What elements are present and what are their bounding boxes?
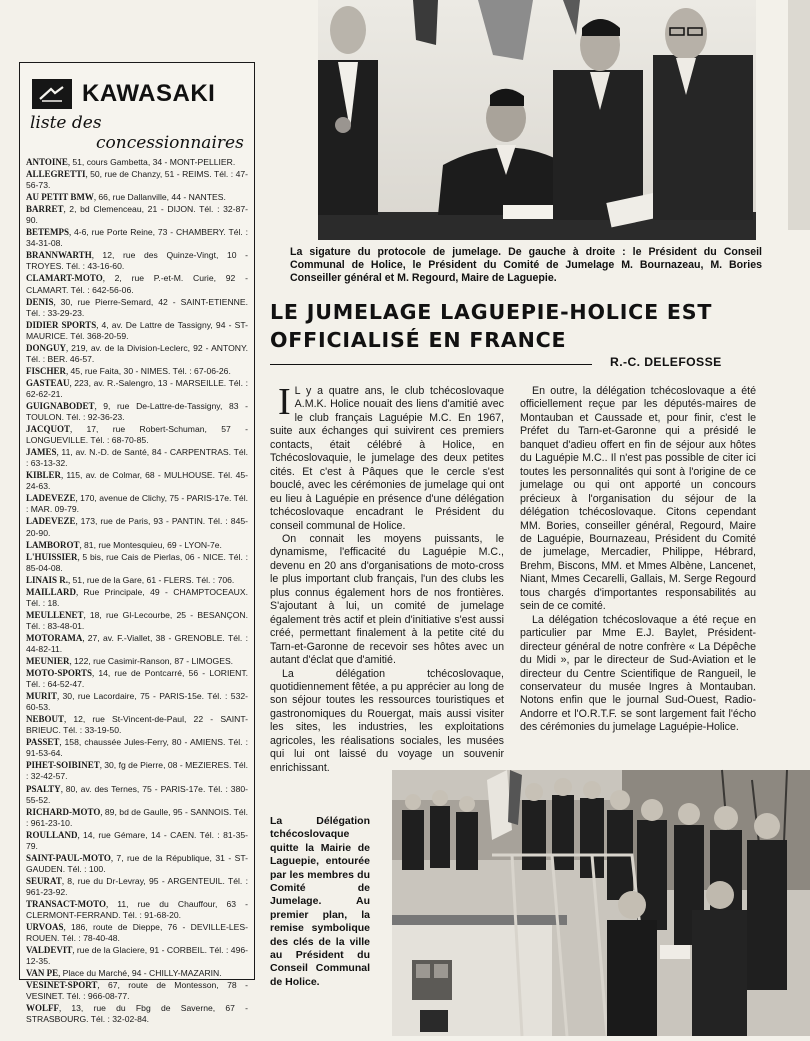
dealer-entry <box>26 784 248 806</box>
dealer-entry <box>26 401 248 423</box>
dealer-name: LADEVEZE , <box>26 493 80 503</box>
dealer-entry <box>26 610 248 632</box>
list-title-line-1: liste des <box>30 113 102 133</box>
dealer-name: AU PETIT BMW , <box>26 192 98 202</box>
dealer-entry <box>26 297 248 319</box>
dealer-list <box>26 157 248 1026</box>
dealer-address: 18, rue Gl-Lecourbe, 25 - BESANÇON. Tél. : 83-48-01. <box>26 609 248 631</box>
dealer-address: 51, rue de la Gare, 61 - FLERS. Tél. : 706. <box>72 574 235 585</box>
dealer-address: 7, rue de la République, 31 - ST-GAUDEN. Tél. : 100. <box>26 852 248 874</box>
article-column-2 <box>520 385 756 735</box>
dealer-name: VALDEVIT , <box>26 945 77 955</box>
dealer-entry <box>26 633 248 655</box>
dealer-name: VAN PE , <box>26 968 63 978</box>
article-headline <box>270 298 754 354</box>
dealer-name: ALLEGRETTI , <box>26 169 90 179</box>
dealer-address: 17, rue Robert-Schuman, 57 - LONGUEVILLE. Tél. : 68-70-85. <box>26 424 249 446</box>
dealer-address: 8, rue du Dr-Levray, 95 - ARGENTEUIL. Tél. : 961-23-92. <box>26 875 248 897</box>
dealer-address: 122, rue Casimir-Ranson, 87 - LIMOGES. <box>74 656 234 667</box>
bottom-photo-caption: La Délégation tchécoslovaque quitte la Mairie de Laguepie, entourée par les membres du Comité de Jumelage. Au premier plan, la remise symbolique des clés de la ville au Président du Conseil Communal de Holice. <box>270 815 370 988</box>
dealer-address: 11, rue du Chauffour, 63 - CLERMONT-FERRAND. Tél. : 91-68-20. <box>26 899 249 921</box>
dealer-address: 11, av. N.-D. de Santé, 84 - CARPENTRAS. Tél. : 63-13-32. <box>26 447 249 469</box>
dealer-entry <box>26 668 248 690</box>
dealer-name: ANTOINE , <box>26 157 72 167</box>
dealer-name: PIHET-SOIBINET , <box>26 760 104 770</box>
dealer-address: 158, chaussée Jules-Ferry, 80 - AMIENS. Tél. : 91-53-64. <box>26 737 248 759</box>
byline-rule <box>270 364 592 365</box>
dealer-address: 27, av. F.-Viallet, 38 - GRENOBLE. Tél. : 44-82-11. <box>26 632 248 654</box>
dealer-address: 115, av. de Colmar, 68 - MULHOUSE. Tél. 45-24-63. <box>26 470 249 492</box>
dealer-entry <box>26 807 248 829</box>
dealer-address: 50, rue de Chanzy, 51 - REIMS. Tél. : 47-56-73. <box>26 169 249 191</box>
article-paragraph-5: La délégation tchécoslovaque a été reçue en particulier par Mme E.J. Baylet, Président-directeur général de notre confrère « La Dépêche du Midi », par le directeur de Sud-Aviation et le directeur du Centre Scientifique de Rangueil, le conservateur du musée Ingres à Montauban. Notons enfin que le journal Sud-Ouest, Radio-Andorre et l'O.R.T.F. se sont largement fait l'écho des cérémonies du jumelage Laguépie-Holice. <box>520 613 756 734</box>
dealer-name: NEBOUT , <box>26 714 73 724</box>
dealer-name: URVOAS , <box>26 922 71 932</box>
dealer-name: JAMES , <box>26 447 61 457</box>
brand-row <box>32 79 248 109</box>
dealer-name: L'HUISSIER , <box>26 552 82 562</box>
dealer-entry <box>26 922 248 944</box>
dealer-name: ROULLAND , <box>26 830 83 840</box>
article-paragraph-2: On connait les moyens puissants, le dynamisme, l'efficacité du Laguépie M.C., devenu en 20 ans d'organisations de moto-cross le plus important club français, l'un des clubs les plus connus également hors de nos frontières. S'ajoutant à lui, un comité de jumelage également très actif et plein d'initiative s'est aussi créé, permettant finalement à la petite cité du Tarn-et-Garonne de recevoir ses hôtes avec un autant d'éclat que d'amitié. <box>270 532 504 667</box>
dealer-entry <box>26 424 248 446</box>
dealer-entry <box>26 343 248 365</box>
dealer-entry <box>26 157 248 168</box>
dealer-name: DENIS , <box>26 297 61 307</box>
dealer-name: MEUNIER , <box>26 656 74 666</box>
dealer-entry <box>26 447 248 469</box>
dealer-name: DONGUY , <box>26 343 71 353</box>
dealer-entry <box>26 204 248 226</box>
dealer-address: 223, av. R.-Salengro, 13 - MARSEILLE. Tél. : 62-62-21. <box>26 377 248 399</box>
dealer-entry <box>26 192 248 203</box>
dealer-entry <box>26 899 248 921</box>
dealer-name: DIDIER SPORTS , <box>26 320 101 330</box>
dealer-name: SAINT-PAUL-MOTO , <box>26 853 116 863</box>
dealer-name: FISCHER , <box>26 366 71 376</box>
dealer-address: 2, rue P.-et-M. Curie, 92 - CLAMART. Tél. : 642-56-06. <box>26 273 249 295</box>
dealer-name: JACQUOT , <box>26 424 86 434</box>
dealer-entry <box>26 760 248 782</box>
dealer-name: TRANSACT-MOTO , <box>26 899 117 909</box>
byline: R.-C. DELEFOSSE <box>610 355 722 369</box>
dealer-name: MAILLARD , <box>26 587 83 597</box>
dealer-address: rue de la Glaciere, 91 - CORBEIL. Tél. : 496-12-35. <box>26 945 248 967</box>
dealer-name: CLAMART-MOTO , <box>26 273 115 283</box>
dealer-name: MOTORAMA , <box>26 633 88 643</box>
dealer-entry <box>26 714 248 736</box>
dealer-address: 219, av. de la Division-Leclerc, 92 - ANTONY. Tél. : BER. 46-57. <box>26 342 249 364</box>
dealer-name: PSALTY , <box>26 784 66 794</box>
dealer-name: PASSET , <box>26 737 65 747</box>
dealer-entry <box>26 968 248 979</box>
dealer-address: 14, rue de Pontcarré, 56 - LORIENT. Tél. : 64-52-47. <box>26 668 248 690</box>
dealer-address: 5 bis, rue Cais de Pierlas, 06 - NICE. Tél. : 85-04-08. <box>26 551 248 573</box>
dealer-address: 51, cours Gambetta, 34 - MONT-PELLIER. <box>72 157 236 167</box>
dealer-name: MOTO-SPORTS , <box>26 668 98 678</box>
dealer-address: 30, rue Lacordaire, 75 - PARIS-15e. Tél. : 532-60-53. <box>26 691 248 713</box>
dealer-address: 170, avenue de Clichy, 75 - PARIS-17e. Tél. : MAR. 09-79. <box>26 493 249 515</box>
brand-name: KAWASAKI <box>82 80 216 107</box>
dealer-entry <box>26 853 248 875</box>
dealer-entry <box>26 250 248 272</box>
dealer-address: 66, rue Dallanville, 44 - NANTES. <box>98 192 226 203</box>
dealer-name: LADEVEZE , <box>26 516 81 526</box>
dealer-address: 4-6, rue Porte Reine, 73 - CHAMBERY. Tél. : 34-31-08. <box>26 227 249 249</box>
dealer-name: BRANNWARTH , <box>26 250 102 260</box>
dealer-address: 80, av. des Ternes, 75 - PARIS-17e. Tél. : 380-55-52. <box>26 783 249 805</box>
dealer-name: MEULLENET , <box>26 610 90 620</box>
dealer-entry <box>26 1003 248 1025</box>
dealer-name: MURIT , <box>26 691 63 701</box>
dealer-entry <box>26 830 248 852</box>
dealer-address: 14, rue Gémare, 14 - CAEN. Tél. : 81-35-79. <box>26 829 248 851</box>
dealer-entry <box>26 273 248 295</box>
dealer-address: 30, rue Pierre-Semard, 42 - SAINT-ETIENNE. Tél. : 33-29-23. <box>26 296 248 318</box>
dealer-address: 89, bd de Gaulle, 95 - SANNOIS. Tél. : 961-23-10. <box>26 806 248 828</box>
dealer-address: 81, rue Montesquieu, 69 - LYON-7e. <box>84 539 222 550</box>
dealer-entry <box>26 540 248 551</box>
dealer-list-box <box>19 62 255 1025</box>
dealer-address: 2, bd Clemenceau, 21 - DIJON. Tél. : 32-87-90. <box>26 204 248 226</box>
dealer-name: BETEMPS , <box>26 227 74 237</box>
delegation-group-photo <box>392 770 810 1036</box>
dealer-address: 9, rue De-Lattre-de-Tassigny, 83 - TOULON. Tél. : 92-36-23. <box>26 400 248 423</box>
dealer-name: GUIGNABODET , <box>26 401 103 411</box>
dealer-address: 30, fg de Pierre, 08 - MEZIERES. Tél. : 32-42-57. <box>26 760 249 782</box>
dealer-name: GASTEAU , <box>26 378 74 388</box>
dealer-entry <box>26 366 248 377</box>
dealer-name: VESINET-SPORT , <box>26 980 108 990</box>
dealer-entry <box>26 320 248 342</box>
dealer-name: RICHARD-MOTO , <box>26 807 105 817</box>
dealer-name: KIBLER , <box>26 470 66 480</box>
dealer-entry <box>26 945 248 967</box>
dealer-address: 45, rue Faita, 30 - NIMES. Tél. : 67-06-26. <box>70 365 231 376</box>
dealer-address: 13, rue du Fbg de Saverne, 67 - STRASBOURG. Tél. : 32-02-84. <box>26 1003 249 1025</box>
article-paragraph-4: En outre, la délégation tchécoslovaque a été officiellement reçue par les députés-maires de Montauban et Caussade et, pour finir, c'est le Préfet du Tarn-et-Garonne qui a présidé le banquet d'adieu offert en fin de séjour aux hôtes du Laguépie M.C.. Il n'est pas possible de citer ici toutes les personnalités qui sont à l'origine de ce jumelage ou qui ont apporté un concours précieux à l'organisation du séjour de la délégation tchécoslovaque. Citons cependant MM. Bories, conseiller général, Regourd, Maire de Laguépie, Bournazeau, Président du Comité de jumelage, Mercadier, Philippe, Hébrard, Brehm, Biscons, MM. et Mmes Albène, Lancenet, Niant, Mmes Cecarelli, Gallais, M. Serge Regourd tous chargés d'importantes responsabilités au sein de ce comité. <box>520 385 756 613</box>
dealer-entry <box>26 493 248 515</box>
article-column-1 <box>270 381 504 775</box>
dealer-entry <box>26 876 248 898</box>
dealer-entry <box>26 980 248 1002</box>
dealer-address: Rue Principale, 49 - CHAMPTOCEAUX. Tél. : 18. <box>26 586 249 608</box>
list-title-line-2: concessionnaires <box>96 133 244 153</box>
dealer-entry <box>26 470 248 492</box>
dealer-entry <box>26 516 248 538</box>
dealer-address: 173, rue de Paris, 93 - PANTIN. Tél. : 845-20-90. <box>26 516 248 538</box>
dealer-entry <box>26 691 248 713</box>
dealer-entry <box>26 552 248 574</box>
kawasaki-logo-icon <box>32 79 72 109</box>
dealer-entry <box>26 737 248 759</box>
dealer-entry <box>26 656 248 667</box>
headline-line-2: OFFICIALISÉ EN FRANCE <box>270 328 567 352</box>
drop-cap: I <box>278 381 291 423</box>
dealer-address: 12, rue des Quinze-Vingt, 10 - TROYES. Tél. : 43-16-60. <box>26 250 248 272</box>
dealer-address: 12, rue St-Vincent-de-Paul, 22 - SAINT-BRIEUC. Tél. : 33-19-50. <box>26 714 249 736</box>
top-photo-caption: La sigature du protocole de jumelage. De gauche à droite : le Président du Conseil Communal de Holice, le Président du Comité de Jumelage M. Bournazeau, M. Bories Conseiller général et M. Regourd, Maire de Laguepie. <box>290 246 762 284</box>
dealer-entry <box>26 169 248 191</box>
dealer-name: SEURAT , <box>26 876 67 886</box>
dealer-entry <box>26 575 248 586</box>
dealer-address: 67, route de Montesson, 78 - VESINET. Tél. : 966-08-77. <box>26 980 248 1002</box>
dealer-name: BARRET , <box>26 204 69 214</box>
dealer-entry <box>26 587 248 609</box>
dealer-address: 4, av. De Lattre de Tassigny, 94 - ST-MAURICE. Tél. 368-20-59. <box>26 319 249 341</box>
photo-margin-strip <box>788 0 810 230</box>
dealer-address: 186, route de Dieppe, 76 - DEVILLE-LES-ROUEN. Tél. : 78-40-48. <box>26 922 248 944</box>
article-paragraph-1: I L y a quatre ans, le club tchécoslovaque A.M.K. Holice nouait des liens d'amitié avec le club français Laguépie M.C. En 1967, suite aux échanges qui suivirent ces premiers contacts, était célébré à Holice, en Tchécoslovaquie, le jumelage des deux petites cités. Et c'est à Pâques que le cercle s'est bouclé, avec les cérémonies de jumelage qui ont eu lieu à Laguépie en présence d'une délégation tchécoslovaque encadrant le Président du conseil communal de Holice. <box>270 381 504 532</box>
dealer-name: LINAIS R. , <box>26 575 73 585</box>
dealer-entry <box>26 378 248 400</box>
dealer-entry <box>26 227 248 249</box>
signing-ceremony-photo <box>318 0 756 240</box>
dealer-address: Place du Marché, 94 - CHILLY-MAZARIN. <box>62 968 222 979</box>
article-paragraph-3: La délégation tchécoslovaque, quotidiennement fêtée, a pu apprécier au long de son séjour toutes les ressources touristiques et gastronomiques du Rouergat, mais aussi visiter les sites, les industries, les exploitations agricoles, les réalisations sociales, les musées qui lui ont laissé du voyage un souvenir enrichissant. <box>270 667 504 774</box>
dealer-name: WOLFF , <box>26 1003 71 1013</box>
dealer-name: LAMBOROT , <box>26 540 84 550</box>
headline-line-1: LE JUMELAGE LAGUEPIE-HOLICE EST <box>270 300 713 324</box>
